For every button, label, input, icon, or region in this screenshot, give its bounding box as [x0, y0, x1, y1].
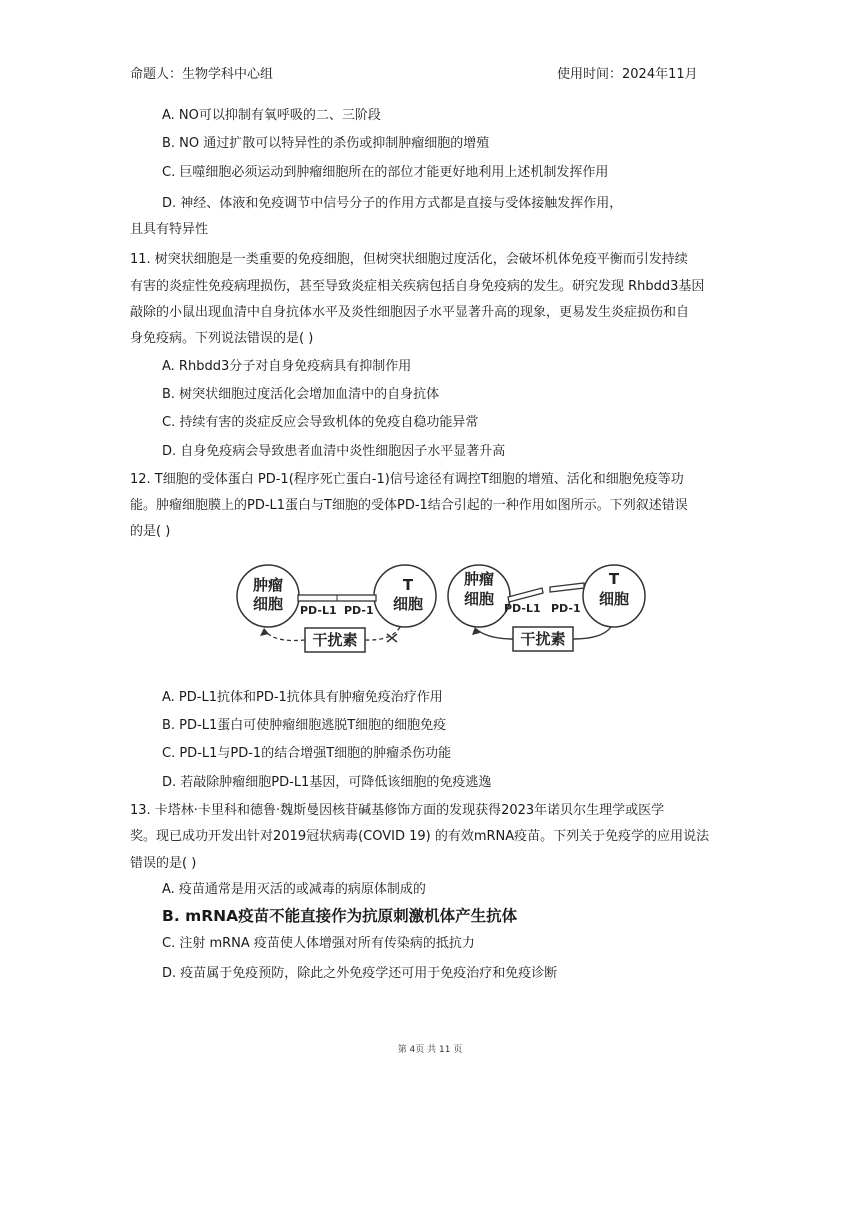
tumor-cell-right-label-2: 细胞 — [463, 590, 495, 608]
solid-line-from-t-cell — [573, 627, 611, 639]
q13-option-b: B. mRNA疫苗不能直接作为抗原刺激机体产生抗体 — [162, 907, 518, 925]
q12-stem-line-2: 能。肿瘤细胞膜上的PD-L1蛋白与T细胞的受体PD-1结合引起的一种作用如图所示。下列叙述错误 — [130, 498, 688, 513]
t-cell-left-label-2: 细胞 — [392, 595, 424, 613]
t-cell-left-label-1: T — [402, 576, 414, 594]
author-label: 命题人：生物学科中心组 — [130, 67, 274, 82]
q12-option-c: C. PD-L1与PD-1的结合增强T细胞的肿瘤杀伤功能 — [162, 746, 452, 761]
pd-l1-unbound-bar — [508, 588, 543, 602]
q12-stem-line-3: 的是( ) — [130, 524, 171, 539]
dashed-arrowhead — [260, 628, 269, 636]
pd1-pathway-diagram — [230, 557, 650, 663]
tumor-cell-left-label-2: 细胞 — [252, 595, 284, 613]
q11-option-d: D. 自身免疫病会导致患者血清中炎性细胞因子水平显著升高 — [162, 444, 506, 459]
dashed-line-from-t-cell — [365, 627, 400, 640]
q13-stem-line-2: 奖。现已成功开发出针对2019冠状病毒(COVID 19) 的有效mRNA疫苗。下列关于免疫学的应用说法 — [130, 829, 710, 844]
q12-option-a: A. PD-L1抗体和PD-1抗体具有肿瘤免疫治疗作用 — [162, 690, 443, 705]
q10-option-d: D. 神经、体液和免疫调节中信号分子的作用方式都是直接与受体接触发挥作用， — [162, 196, 623, 211]
pd-l1-label-left: PD-L1 — [300, 604, 337, 617]
t-cell-right-label-1: T — [608, 570, 620, 588]
t-cell-right-label-2: 细胞 — [598, 590, 630, 608]
page-number-footer: 第 4页 共 11 页 — [397, 1045, 463, 1055]
interferon-label-right: 干扰素 — [520, 630, 566, 648]
q12-stem-line-1: 12. T细胞的受体蛋白 PD-1(程序死亡蛋白-1)信号途径有调控T细胞的增殖、活化和细胞免疫等功 — [130, 472, 684, 487]
q13-option-d: D. 疫苗属于免疫预防，除此之外免疫学还可用于免疫治疗和免疫诊断 — [162, 966, 558, 981]
q11-stem-line-2: 有害的炎症性免疫病理损伤，甚至导致炎症相关疾病包括自身免疫病的发生。研究发现 Rhbdd3基因 — [130, 279, 705, 294]
pd-l1-label-right: PD-L1 — [504, 602, 541, 615]
q11-stem-line-1: 11. 树突状细胞是一类重要的免疫细胞，但树突状细胞过度活化，会破坏机体免疫平衡而引发持续 — [130, 252, 688, 267]
q13-stem-line-3: 错误的是( ) — [130, 856, 197, 871]
date-label: 使用时间：2024年11月 — [557, 67, 698, 82]
q12-option-d: D. 若敲除肿瘤细胞PD-L1基因，可降低该细胞的免疫逃逸 — [162, 775, 492, 790]
dashed-arrow-to-tumor — [264, 629, 305, 641]
q11-stem-line-4: 身免疫病。下列说法错误的是( ) — [130, 331, 314, 346]
q11-option-b: B. 树突状细胞过度活化会增加血清中的自身抗体 — [162, 387, 440, 402]
tumor-cell-right-label-1: 肿瘤 — [463, 570, 495, 588]
q13-option-a: A. 疫苗通常是用灭活的或减毒的病原体制成的 — [162, 882, 426, 897]
pd-1-label-right: PD-1 — [551, 602, 581, 615]
pd-1-label-left: PD-1 — [344, 604, 374, 617]
q10-option-a: A. NO可以抑制有氧呼吸的二、三阶段 — [162, 108, 381, 123]
q10-option-d-continuation: 且具有特异性 — [130, 222, 209, 237]
q13-stem-line-1: 13. 卡塔林·卡里科和德鲁·魏斯曼因核苷碱基修饰方面的发现获得2023年诺贝尔生理学或医学 — [130, 803, 665, 818]
q10-option-c: C. 巨噬细胞必须运动到肿瘤细胞所在的部位才能更好地利用上述机制发挥作用 — [162, 165, 609, 180]
q13-option-c: C. 注射 mRNA 疫苗使人体增强对所有传染病的抵抗力 — [162, 936, 475, 951]
solid-arrow-to-tumor — [476, 629, 513, 639]
q11-stem-line-3: 敲除的小鼠出现血清中自身抗体水平及炎性细胞因子水平显著升高的现象，更易发生炎症损伤和自 — [130, 305, 690, 320]
q12-option-b: B. PD-L1蛋白可使肿瘤细胞逃脱T细胞的细胞免疫 — [162, 718, 447, 733]
q11-option-c: C. 持续有害的炎症反应会导致机体的免疫自稳功能异常 — [162, 415, 479, 430]
q11-option-a: A. Rhbdd3分子对自身免疫病具有抑制作用 — [162, 359, 412, 374]
pd-1-unbound-bar — [550, 583, 584, 592]
interferon-label-left: 干扰素 — [312, 631, 358, 649]
q10-option-b: B. NO 通过扩散可以特异性的杀伤或抑制肿瘤细胞的增殖 — [162, 136, 490, 151]
tumor-cell-left-label-1: 肿瘤 — [252, 576, 284, 594]
